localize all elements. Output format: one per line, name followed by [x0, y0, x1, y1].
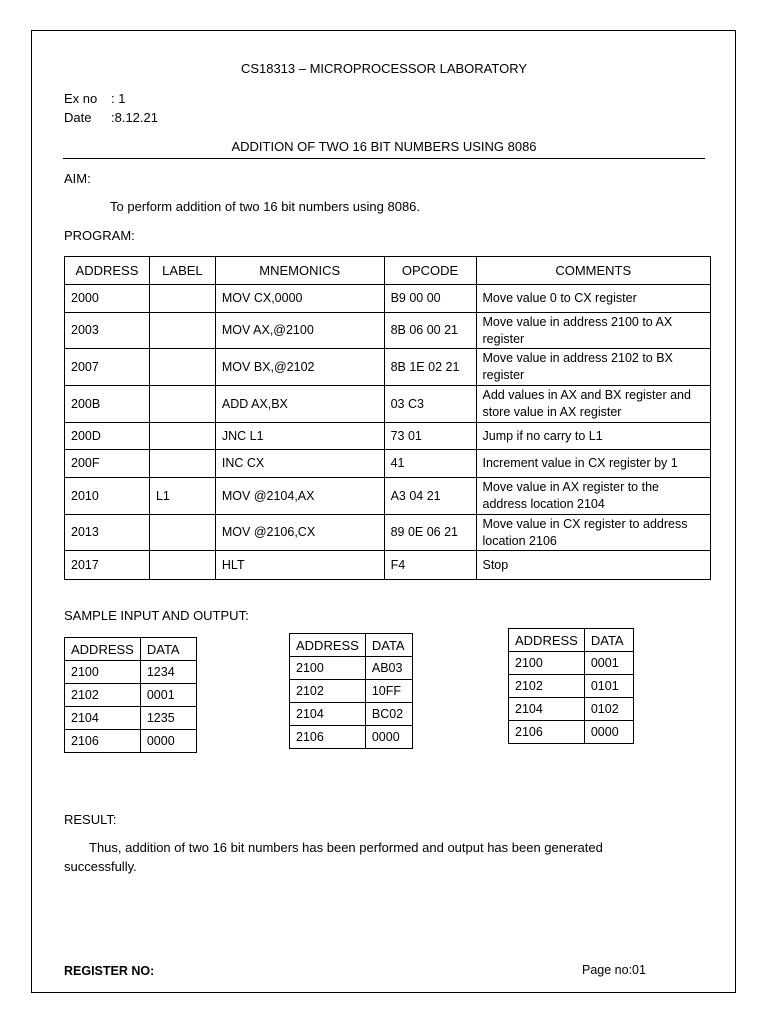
cell-opcode: 03 C3 [384, 386, 476, 423]
cell-address: 2003 [65, 313, 150, 349]
table-row [65, 349, 711, 386]
sample-row [65, 707, 197, 730]
cell-label [149, 386, 215, 423]
sample-row [509, 675, 634, 698]
page-title: CS18313 – MICROPROCESSOR LABORATORY [240, 61, 528, 76]
cell-comment: Move value in CX register to address location 2106 [476, 515, 711, 551]
cell-address: 2104 [509, 698, 585, 721]
cell-address: 2102 [65, 684, 141, 707]
program-heading: PROGRAM: [64, 228, 135, 243]
cell-opcode: 41 [384, 450, 476, 478]
cell-mnemonic: JNC L1 [215, 423, 384, 450]
cell-opcode: 8B 1E 02 21 [384, 349, 476, 386]
program-table [64, 256, 711, 580]
cell-data: 0000 [365, 726, 412, 749]
cell-label [149, 551, 215, 580]
table-row [65, 313, 711, 349]
result-heading: RESULT: [64, 812, 117, 827]
program-header-row [65, 257, 711, 285]
cell-address: 2106 [290, 726, 366, 749]
experiment-title: ADDITION OF TWO 16 BIT NUMBERS USING 8086 [231, 139, 537, 154]
result-text-line2: successfully. [64, 859, 137, 874]
sample-row [65, 730, 197, 753]
cell-opcode: A3 04 21 [384, 478, 476, 515]
cell-label [149, 313, 215, 349]
cell-label [149, 450, 215, 478]
sample-header-row [290, 634, 413, 657]
register-no-label: REGISTER NO: [64, 964, 155, 978]
sample-header-row [509, 629, 634, 652]
cell-label [149, 285, 215, 313]
cell-data: AB03 [365, 657, 412, 680]
sample-row [290, 680, 413, 703]
sample-row [290, 703, 413, 726]
cell-address: 2106 [509, 721, 585, 744]
cell-address: 2102 [290, 680, 366, 703]
cell-data: 1234 [140, 661, 196, 684]
cell-address: 200B [65, 386, 150, 423]
sample-data-header: DATA [140, 638, 196, 661]
col-comments-header: COMMENTS [476, 257, 711, 285]
table-row [65, 423, 711, 450]
cell-mnemonic: MOV CX,0000 [215, 285, 384, 313]
cell-comment: Move value in AX register to the address location 2104 [476, 478, 711, 515]
cell-address: 200D [65, 423, 150, 450]
sample-header-row [65, 638, 197, 661]
col-label-header: LABEL [149, 257, 215, 285]
cell-opcode: B9 00 00 [384, 285, 476, 313]
table-row [65, 450, 711, 478]
cell-data: 0001 [584, 652, 633, 675]
cell-label: L1 [149, 478, 215, 515]
cell-comment: Increment value in CX register by 1 [476, 450, 711, 478]
sample-address-header: ADDRESS [65, 638, 141, 661]
cell-address: 2106 [65, 730, 141, 753]
cell-address: 2000 [65, 285, 150, 313]
cell-address: 2100 [290, 657, 366, 680]
col-address-header: ADDRESS [65, 257, 150, 285]
cell-mnemonic: MOV AX,@2100 [215, 313, 384, 349]
sample-row [65, 684, 197, 707]
cell-mnemonic: HLT [215, 551, 384, 580]
cell-label [149, 515, 215, 551]
exno-value: : 1 [111, 91, 126, 106]
sample-table-3 [508, 628, 634, 744]
result-text-line1: Thus, addition of two 16 bit numbers has been performed and output has been generated [89, 840, 603, 855]
exno-label: Ex no [64, 91, 98, 106]
col-mnemonics-header: MNEMONICS [215, 257, 384, 285]
table-row [65, 285, 711, 313]
table-row [65, 478, 711, 515]
cell-comment: Stop [476, 551, 711, 580]
cell-address: 2104 [65, 707, 141, 730]
cell-data: BC02 [365, 703, 412, 726]
cell-data: 0101 [584, 675, 633, 698]
cell-data: 0000 [140, 730, 196, 753]
sample-row [509, 652, 634, 675]
cell-mnemonic: INC CX [215, 450, 384, 478]
sample-data-header: DATA [365, 634, 412, 657]
cell-data: 0102 [584, 698, 633, 721]
date-value: :8.12.21 [111, 110, 158, 125]
samples-heading: SAMPLE INPUT AND OUTPUT: [64, 608, 249, 623]
cell-data: 1235 [140, 707, 196, 730]
cell-mnemonic: MOV @2104,AX [215, 478, 384, 515]
cell-address: 2102 [509, 675, 585, 698]
title-divider [63, 158, 705, 159]
cell-address: 2104 [290, 703, 366, 726]
cell-address: 2007 [65, 349, 150, 386]
cell-opcode: F4 [384, 551, 476, 580]
sample-data-header: DATA [584, 629, 633, 652]
cell-mnemonic: MOV BX,@2102 [215, 349, 384, 386]
sample-row [290, 726, 413, 749]
table-row [65, 515, 711, 551]
cell-data: 0001 [140, 684, 196, 707]
sample-table-1 [64, 637, 197, 753]
date-label: Date [64, 110, 92, 125]
aim-text: To perform addition of two 16 bit numbers using 8086. [110, 199, 421, 214]
aim-heading: AIM: [64, 171, 91, 186]
cell-address: 2010 [65, 478, 150, 515]
sample-row [65, 661, 197, 684]
table-row [65, 386, 711, 423]
cell-address: 2013 [65, 515, 150, 551]
cell-address: 2100 [65, 661, 141, 684]
sample-row [509, 721, 634, 744]
page-number: Page no:01 [582, 963, 646, 977]
cell-label [149, 423, 215, 450]
cell-opcode: 8B 06 00 21 [384, 313, 476, 349]
cell-opcode: 89 0E 06 21 [384, 515, 476, 551]
sample-row [509, 698, 634, 721]
sample-row [290, 657, 413, 680]
cell-comment: Move value in address 2100 to AX register [476, 313, 711, 349]
sample-address-header: ADDRESS [290, 634, 366, 657]
cell-comment: Jump if no carry to L1 [476, 423, 711, 450]
cell-comment: Move value in address 2102 to BX register [476, 349, 711, 386]
table-row [65, 551, 711, 580]
col-opcode-header: OPCODE [384, 257, 476, 285]
cell-comment: Add values in AX and BX register and store value in AX register [476, 386, 711, 423]
cell-mnemonic: MOV @2106,CX [215, 515, 384, 551]
cell-data: 10FF [365, 680, 412, 703]
cell-address: 2017 [65, 551, 150, 580]
sample-table-2 [289, 633, 413, 749]
cell-address: 2100 [509, 652, 585, 675]
cell-label [149, 349, 215, 386]
cell-opcode: 73 01 [384, 423, 476, 450]
cell-mnemonic: ADD AX,BX [215, 386, 384, 423]
cell-data: 0000 [584, 721, 633, 744]
cell-address: 200F [65, 450, 150, 478]
cell-comment: Move value 0 to CX register [476, 285, 711, 313]
sample-address-header: ADDRESS [509, 629, 585, 652]
